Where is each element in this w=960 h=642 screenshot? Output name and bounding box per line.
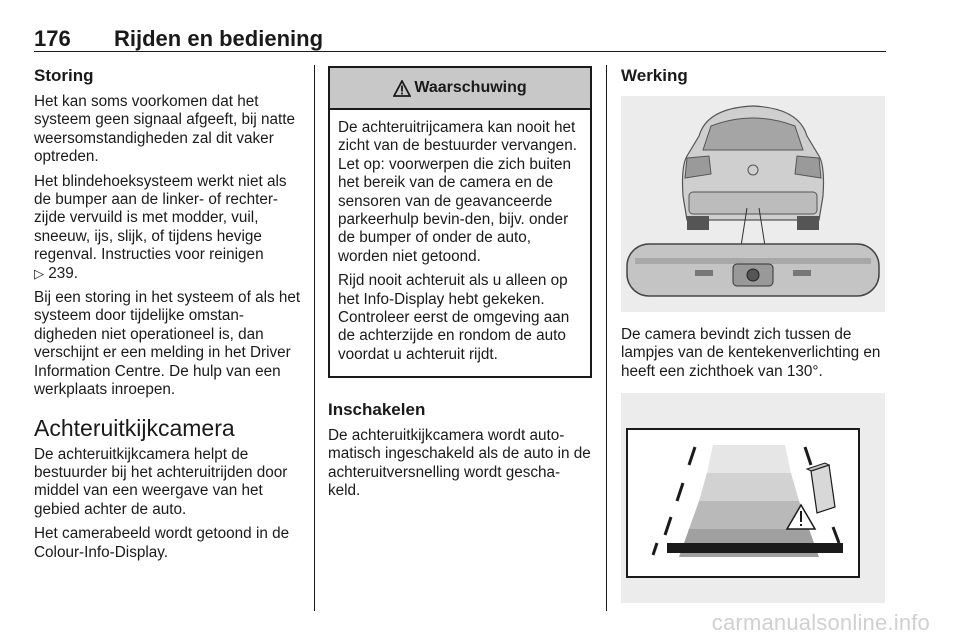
column-middle: [328, 66, 592, 507]
werking-paragraph: De camera bevindt zich tussen de lampjes van de kentekenverlichting en heeft een zichthoek van 130°.: [621, 326, 881, 380]
car-rear-camera-illustration: [621, 96, 885, 312]
car-rear-view-image: [621, 96, 885, 312]
header-rule: [34, 51, 886, 52]
section-title: Achteruitkijkcamera: [34, 414, 235, 441]
warning-title: Waarschuwing: [414, 79, 527, 96]
page-reference-arrow-icon: ▷: [34, 265, 44, 281]
column-divider-1: [314, 65, 315, 611]
warning-header: [330, 68, 590, 110]
camera-paragraph-1: De achteruitkijkcamera helpt de bestuurder bij het achteruitrijden door middel van een weergave van het gebied achter de auto.: [34, 445, 288, 518]
warning-box: [328, 66, 592, 378]
warning-triangle-icon: [393, 80, 411, 97]
storing-paragraph-2-text: Het blindehoeksysteem werkt niet als de bumper aan de linker- of rechter-zijde vervuild is met modder, vuil, sneeuw, ijs, slijk, of tijdens hevige regenval. Instructies voor reinigen: [34, 172, 287, 264]
werking-heading: Werking: [621, 66, 688, 85]
inschakelen-paragraph: De achteruitkijkcamera wordt auto-matisch ingeschakeld als de auto in de achteruitversnelling wordt gescha-keld.: [328, 427, 591, 500]
warning-body: [330, 110, 590, 364]
watermark: carmanualsonline.info: [711, 610, 930, 635]
page-reference-number: 239.: [48, 264, 79, 282]
storing-paragraph-3: Bij een storing in het systeem of als het systeem door tijdelijke omstan-digheden niet operationeel is, dan verschijnt er een melding in het Driver Information Centre. De hulp van een werkplaats inroepen.: [34, 289, 301, 399]
page-reference-link[interactable]: [34, 265, 78, 282]
camera-display-image: [621, 393, 885, 603]
column-divider-2: [606, 65, 607, 611]
storing-paragraph-1: Het kan soms voorkomen dat het systeem geen signaal afgeeft, bij natte weersomstandigheden zal dit vaker optreden.: [34, 93, 296, 166]
storing-paragraph-2: [34, 173, 302, 283]
chapter-title: Rijden en bediening: [114, 26, 324, 51]
page-number: 176: [34, 26, 71, 51]
column-left: [34, 66, 302, 568]
warning-paragraph-1: De achteruitrijcamera kan nooit het zicht van de bestuurder vervangen. Let op: voorwerpen die zich buiten het bereik van de camera en de sensoren van de geavanceerde parkeerhulp bevin-den, bijv. onder de bumper of onder de auto, worden niet getoond.: [338, 119, 577, 265]
column-right: [621, 66, 887, 603]
storing-heading: Storing: [34, 66, 94, 85]
page-header: [34, 26, 886, 52]
camera-paragraph-2: Het camerabeeld wordt getoond in de Colour-Info-Display.: [34, 525, 290, 561]
inschakelen-heading: Inschakelen: [328, 400, 426, 419]
warning-paragraph-2: Rijd nooit achteruit als u alleen op het Info-Display hebt gekeken. Controleer eerst de omgeving aan de achterzijde en rondom de auto voordat u achteruit rijdt.: [338, 272, 570, 363]
camera-display-illustration: [621, 393, 885, 603]
